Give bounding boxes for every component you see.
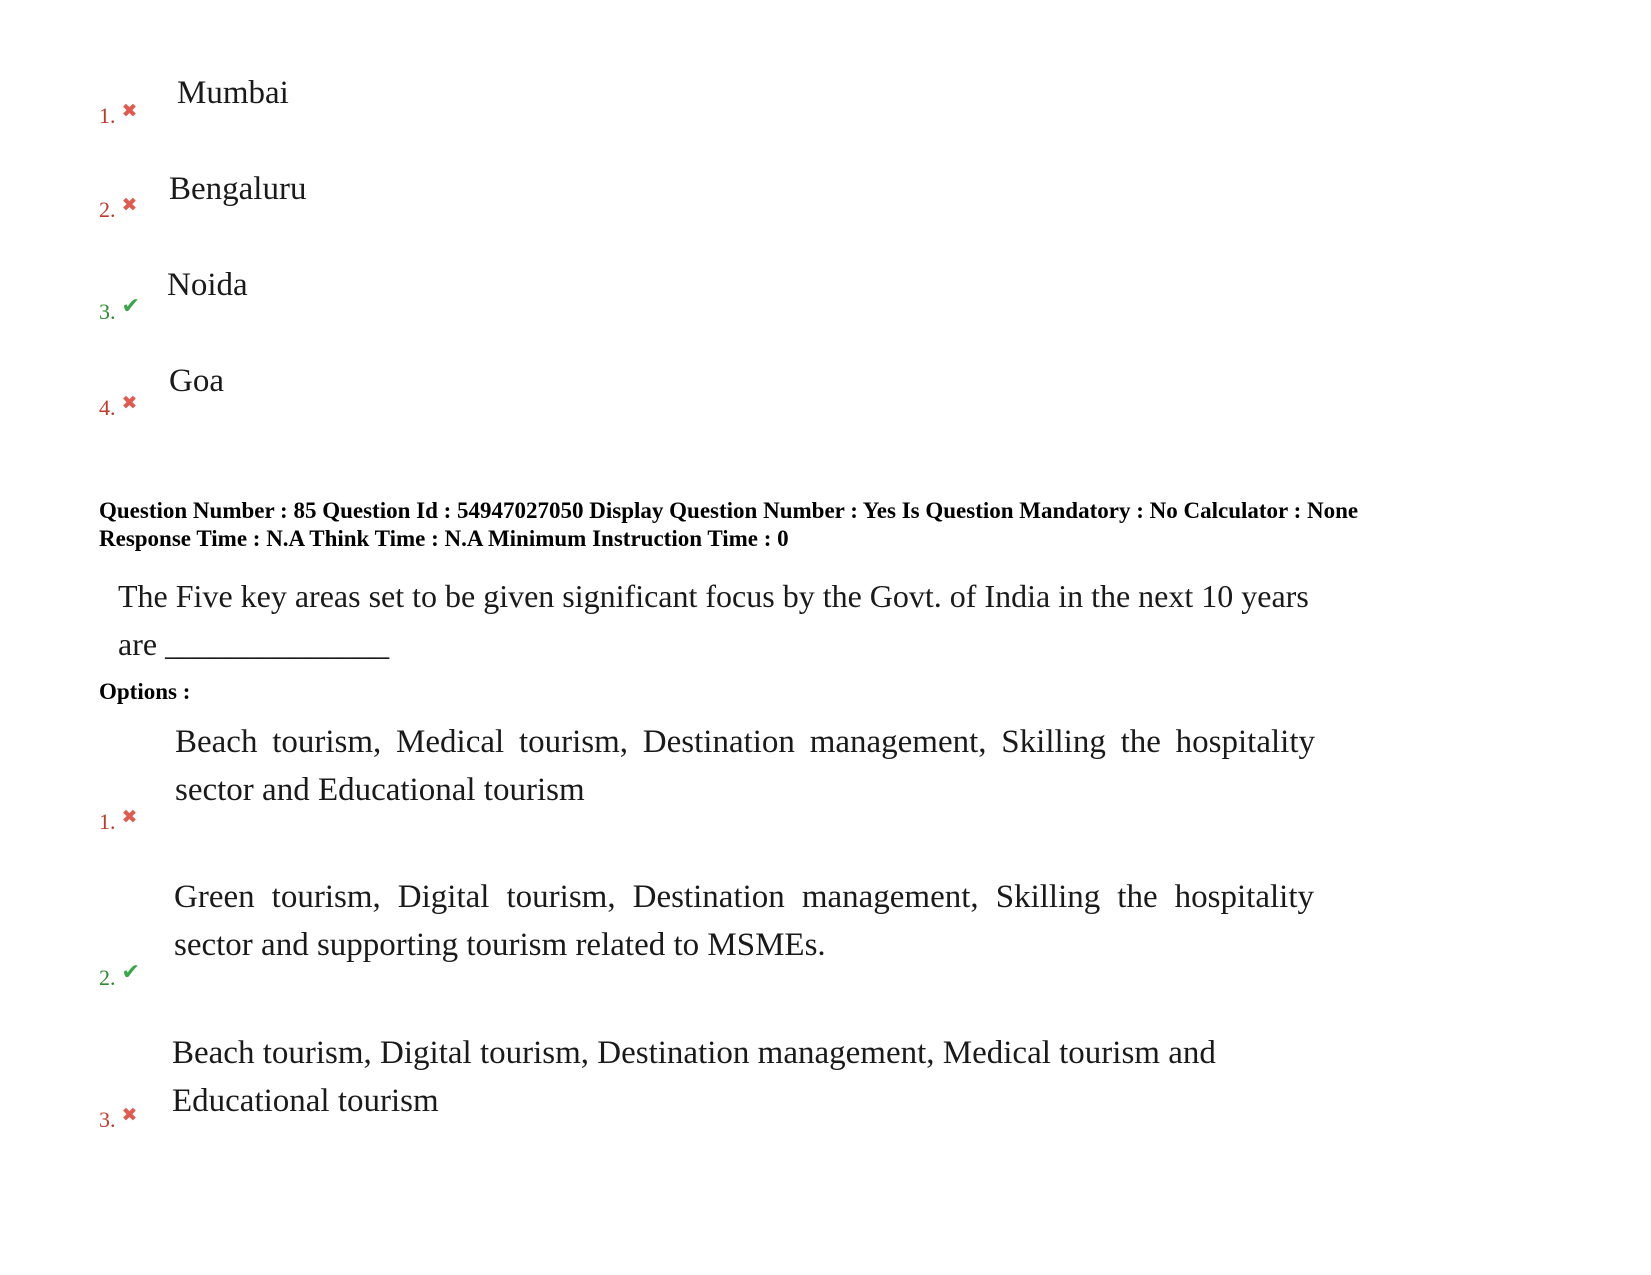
question-meta-line-2: Response Time : N.A Think Time : N.A Minimum Instruction Time : 0 (99, 526, 789, 551)
checkmark-icon: ✔ (121, 293, 140, 318)
option-text: Bengaluru (169, 171, 307, 207)
option-number (99, 394, 137, 419)
options-label: Options : (99, 679, 191, 704)
option-number (99, 196, 137, 221)
option-number-label: 3. (99, 299, 116, 324)
cross-icon: ✖ (121, 101, 138, 122)
option-text: Mumbai (177, 75, 289, 111)
cross-icon: ✖ (121, 807, 138, 828)
option-text: Beach tourism, Digital tourism, Destination management, Medical tourism and Educational tourism (172, 1035, 1216, 1119)
question-meta-line-1: Question Number : 85 Question Id : 54947027050 Display Question Number : Yes Is Question Mandatory : No Calculator : None (99, 498, 1359, 523)
cross-icon: ✖ (121, 195, 138, 216)
option-text: Beach tourism, Medical tourism, Destination management, Skilling the hospitality sector and Educational tourism (175, 724, 1315, 808)
option-number-label: 4. (99, 395, 116, 420)
option-number-label: 3. (99, 1107, 116, 1132)
cross-icon: ✖ (121, 1105, 138, 1126)
checkmark-icon: ✔ (121, 959, 140, 984)
option-text: Goa (169, 363, 224, 399)
option-number-label: 1. (99, 103, 116, 128)
option-number (99, 959, 140, 990)
option-number-label: 1. (99, 809, 116, 834)
question-text: The Five key areas set to be given significant focus by the Govt. of India in the next 10 years are ______________ (118, 578, 1309, 662)
cross-icon: ✖ (121, 393, 138, 414)
option-number (99, 808, 137, 833)
option-number-label: 2. (99, 965, 116, 990)
option-number (99, 102, 137, 127)
option-number (99, 1106, 137, 1131)
option-text: Noida (167, 267, 248, 303)
option-number-label: 2. (99, 197, 116, 222)
option-number (99, 293, 140, 324)
option-text: Green tourism, Digital tourism, Destination management, Skilling the hospitality sector and supporting tourism related to MSMEs. (174, 879, 1314, 963)
